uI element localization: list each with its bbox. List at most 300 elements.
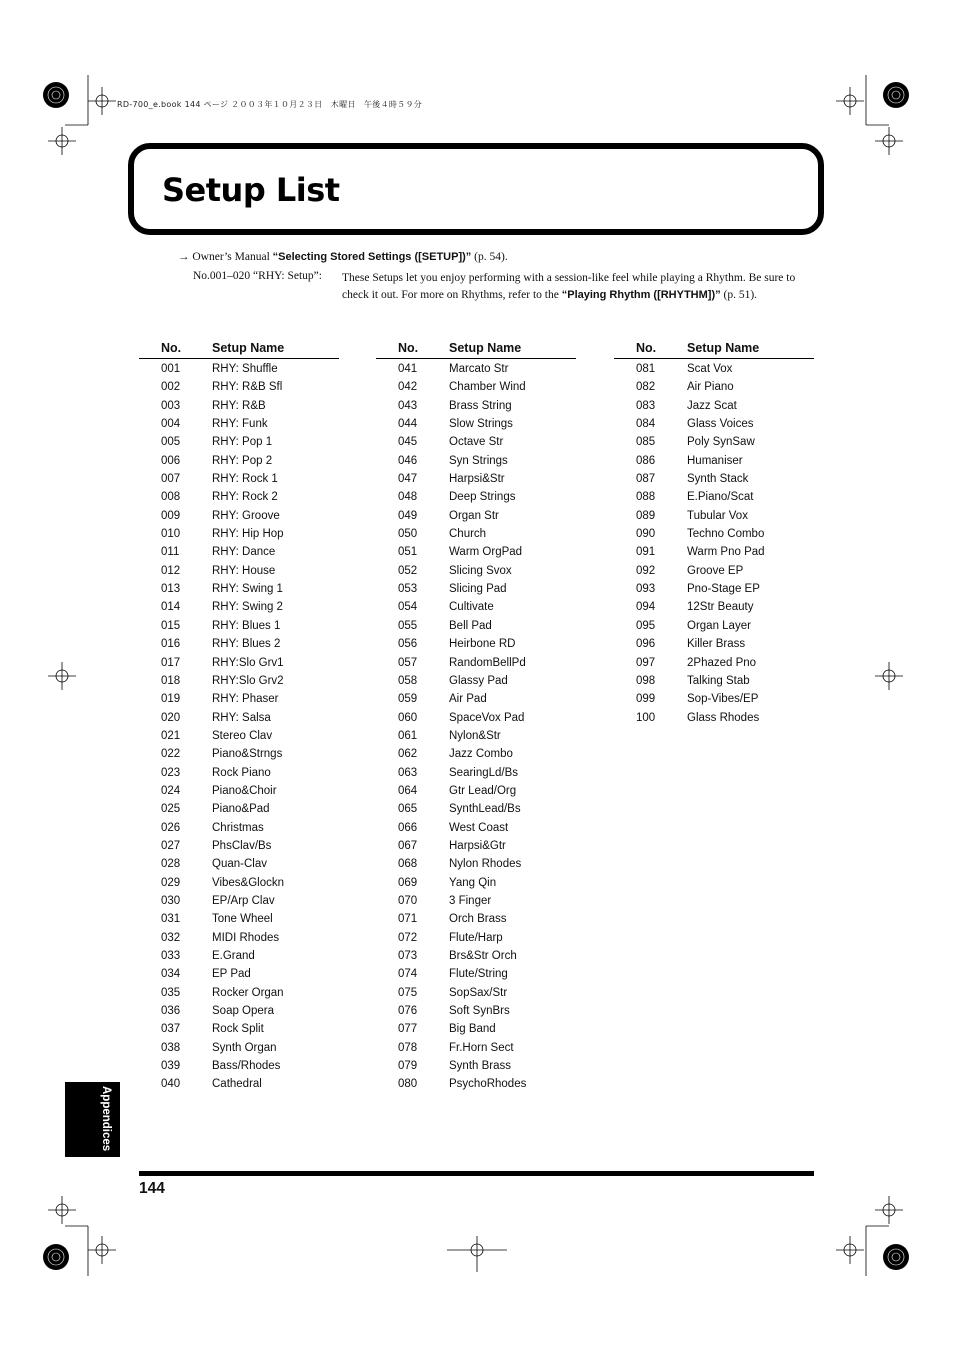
setup-number: 072: [398, 931, 418, 944]
description-link: “Playing Rhythm ([RHYTHM])”: [561, 288, 721, 301]
setup-number: 084: [636, 418, 656, 431]
setup-number: 003: [161, 399, 181, 412]
setup-name: RHY: Rock 1: [212, 473, 278, 486]
setup-row: [139, 691, 339, 709]
setup-number: 069: [398, 876, 418, 889]
setup-name: Rocker Organ: [212, 986, 284, 999]
setup-number: 100: [636, 711, 656, 724]
setup-name: Organ Str: [449, 509, 499, 522]
setup-row: [139, 801, 339, 819]
setup-number: 089: [636, 509, 656, 522]
header-setup-name: Setup Name: [212, 341, 285, 355]
setup-number: 052: [398, 564, 418, 577]
setup-row: [139, 820, 339, 838]
setup-name: Vibes&Glockn: [212, 876, 285, 889]
setup-row: [376, 361, 576, 379]
setup-name: RHY: House: [212, 564, 276, 577]
setup-row: [376, 471, 576, 489]
setup-number: 020: [161, 711, 181, 724]
setup-number: 004: [161, 418, 181, 431]
setup-name: EP Pad: [212, 968, 251, 981]
setup-number: 043: [398, 399, 418, 412]
setup-row: [614, 453, 814, 471]
setup-name: Glassy Pad: [449, 674, 508, 687]
setup-row: [139, 526, 339, 544]
setup-name: Pno-Stage EP: [687, 583, 760, 596]
setup-number: 070: [398, 894, 418, 907]
setup-row: [614, 691, 814, 709]
setup-name: MIDI Rhodes: [212, 931, 280, 944]
setup-name: Humaniser: [687, 454, 743, 467]
setup-number: 085: [636, 436, 656, 449]
setup-name: Air Piano: [687, 381, 734, 394]
setup-row: [376, 911, 576, 929]
setup-number: 047: [398, 473, 418, 486]
setup-name: Warm Pno Pad: [687, 546, 765, 559]
setup-row: [376, 985, 576, 1003]
setup-name: RHY: Pop 2: [212, 454, 273, 467]
setup-number: 091: [636, 546, 656, 559]
reference-suffix: (p. 54).: [471, 251, 508, 263]
setup-number: 090: [636, 528, 656, 541]
setup-name: RHY: Shuffle: [212, 363, 278, 375]
reference-link: “Selecting Stored Settings ([SETUP])”: [272, 251, 472, 263]
setup-name: E.Piano/Scat: [687, 491, 754, 504]
setup-number: 099: [636, 693, 656, 706]
setup-name: RHY: Salsa: [212, 711, 271, 724]
setup-name: Organ Layer: [687, 619, 751, 632]
setup-number: 055: [398, 619, 418, 632]
setup-row: [376, 544, 576, 562]
setup-row: [139, 856, 339, 874]
setup-number: 093: [636, 583, 656, 596]
setup-row: [139, 398, 339, 416]
setup-row: [614, 710, 814, 728]
setup-name: Harpsi&Gtr: [449, 839, 506, 852]
setup-row: [139, 453, 339, 471]
setup-name: Talking Stab: [687, 674, 750, 687]
setup-row: [139, 673, 339, 691]
setup-number: 034: [161, 968, 181, 981]
setup-name: Rock Piano: [212, 766, 271, 779]
setup-number: 019: [161, 693, 181, 706]
setup-row: [376, 801, 576, 819]
setup-name: RHY: R&B: [212, 399, 266, 412]
setup-number: 071: [398, 913, 418, 926]
setup-name: Techno Combo: [687, 528, 765, 541]
setup-row: [139, 746, 339, 764]
setup-number: 065: [398, 803, 418, 816]
setup-name: RHY: Dance: [212, 546, 276, 559]
setup-number: 014: [161, 601, 181, 614]
setup-number: 028: [161, 858, 181, 871]
setup-number: 040: [161, 1078, 181, 1091]
setup-name: Quan-Clav: [212, 858, 267, 871]
setup-row: [614, 599, 814, 617]
setup-row: [376, 434, 576, 452]
setup-number: 066: [398, 821, 418, 834]
setup-row: [614, 618, 814, 636]
setup-number: 098: [636, 674, 656, 687]
setup-number: 057: [398, 656, 418, 669]
setup-row: [376, 618, 576, 636]
setup-name: Groove EP: [687, 564, 744, 577]
setup-row: [614, 379, 814, 397]
setup-name: Killer Brass: [687, 638, 746, 651]
setup-name: Slicing Pad: [449, 583, 507, 596]
setup-number: 005: [161, 436, 181, 449]
header-no: No.: [398, 341, 419, 355]
setup-number: 018: [161, 674, 181, 687]
side-tab-label: Appendices: [100, 1086, 112, 1152]
setup-row: [139, 379, 339, 397]
setup-row: [376, 655, 576, 673]
header-setup-name: Setup Name: [449, 341, 522, 355]
setup-number: 063: [398, 766, 418, 779]
column-rows: [614, 361, 814, 728]
setup-row: [139, 361, 339, 379]
setup-number: 030: [161, 894, 181, 907]
setup-name: RHY: Groove: [212, 509, 280, 522]
setup-number: 088: [636, 491, 656, 504]
appendices-tab: [65, 1082, 120, 1157]
setup-row: [376, 746, 576, 764]
setup-name: Harpsi&Str: [449, 473, 505, 486]
setup-row: [139, 911, 339, 929]
setup-number: 024: [161, 784, 181, 797]
setup-row: [139, 434, 339, 452]
setup-name: 3 Finger: [449, 894, 492, 907]
setup-name: Big Band: [449, 1023, 496, 1036]
setup-row: [139, 1076, 339, 1094]
setup-number: 077: [398, 1023, 418, 1036]
setup-row: [376, 856, 576, 874]
setup-row: [376, 691, 576, 709]
setup-row: [614, 471, 814, 489]
setup-name: Nylon&Str: [449, 729, 501, 742]
setup-row: [139, 1003, 339, 1021]
setup-number: 086: [636, 454, 656, 467]
setup-number: 015: [161, 619, 181, 632]
setup-number: 083: [636, 399, 656, 412]
setup-name: PhsClav/Bs: [212, 839, 272, 852]
setup-row: [376, 838, 576, 856]
setup-number: 041: [398, 363, 418, 375]
setup-row: [614, 434, 814, 452]
setup-number: 074: [398, 968, 418, 981]
setup-row: [139, 893, 339, 911]
setup-name: Stereo Clav: [212, 729, 273, 742]
setup-name: EP/Arp Clav: [212, 894, 275, 907]
setup-number: 081: [636, 363, 656, 375]
setup-number: 049: [398, 509, 418, 522]
column-header: [376, 340, 576, 359]
setup-number: 038: [161, 1041, 181, 1054]
setup-number: 054: [398, 601, 418, 614]
setup-row: [376, 765, 576, 783]
arrow-icon: →: [178, 251, 190, 263]
setup-number: 032: [161, 931, 181, 944]
setup-row: [614, 416, 814, 434]
setup-name: Octave Str: [449, 436, 504, 449]
setup-column-3: [614, 340, 814, 728]
setup-name: RHY: Swing 1: [212, 583, 283, 596]
setup-name: SearingLd/Bs: [449, 766, 519, 779]
setup-number: 033: [161, 950, 181, 962]
setup-row: [376, 1076, 576, 1094]
setup-name: Orch Brass: [449, 913, 507, 926]
page-title: Setup List: [162, 171, 340, 209]
setup-number: 053: [398, 583, 418, 596]
setup-row: [614, 361, 814, 379]
setup-name: West Coast: [449, 821, 509, 834]
setup-row: [376, 710, 576, 728]
setup-name: Warm OrgPad: [449, 546, 523, 559]
setup-number: 008: [161, 491, 181, 504]
setup-row: [139, 563, 339, 581]
setup-number: 044: [398, 418, 418, 431]
setup-column-1: [139, 340, 339, 1095]
setup-name: PsychoRhodes: [449, 1078, 527, 1091]
setup-number: 036: [161, 1005, 181, 1018]
setup-number: 080: [398, 1078, 418, 1091]
setup-number: 042: [398, 381, 418, 394]
setup-row: [614, 655, 814, 673]
setup-name: RHY:Slo Grv2: [212, 674, 284, 687]
setup-number: 096: [636, 638, 656, 651]
setup-number: 079: [398, 1060, 418, 1073]
setup-number: 025: [161, 803, 181, 816]
setup-number: 058: [398, 674, 418, 687]
setup-name: Jazz Scat: [687, 399, 737, 412]
reference-prefix: Owner’s Manual: [192, 251, 273, 263]
setup-number: 068: [398, 858, 418, 871]
setup-number: 007: [161, 473, 181, 486]
setup-number: 056: [398, 638, 418, 651]
setup-name: Piano&Choir: [212, 784, 277, 797]
setup-row: [614, 673, 814, 691]
setup-row: [139, 618, 339, 636]
setup-row: [139, 948, 339, 966]
setup-name: Brass String: [449, 399, 512, 412]
setup-name: Cultivate: [449, 601, 494, 614]
setup-name: Cathedral: [212, 1078, 262, 1091]
setup-row: [614, 563, 814, 581]
setup-number: 001: [161, 363, 181, 375]
setup-row: [376, 398, 576, 416]
setup-name: RandomBellPd: [449, 656, 526, 669]
setup-name: Nylon Rhodes: [449, 858, 522, 871]
setup-number: 046: [398, 454, 418, 467]
setup-name: Christmas: [212, 821, 264, 834]
description-body: These Setups let you enjoy performing with a session-like feel while playing a Rhythm. Be sure to check it out. For more on Rhythms, refer to the: [342, 272, 796, 301]
setup-number: 050: [398, 528, 418, 541]
setup-number: 060: [398, 711, 418, 724]
setup-row: [376, 599, 576, 617]
setup-column-2: [376, 340, 576, 1095]
setup-row: [376, 526, 576, 544]
setup-name: Air Pad: [449, 693, 487, 706]
setup-name: Soap Opera: [212, 1005, 275, 1018]
setup-name: Piano&Strngs: [212, 748, 283, 761]
setup-name: SopSax/Str: [449, 986, 508, 999]
setup-row: [139, 544, 339, 562]
setup-number: 082: [636, 381, 656, 394]
setup-row: [376, 1040, 576, 1058]
setup-number: 051: [398, 546, 418, 559]
setup-name: Deep Strings: [449, 491, 516, 504]
setup-row: [139, 728, 339, 746]
setup-number: 006: [161, 454, 181, 467]
setup-number: 017: [161, 656, 181, 669]
setup-name: Synth Organ: [212, 1041, 277, 1054]
setup-row: [376, 673, 576, 691]
setup-row: [139, 416, 339, 434]
column-rows: [139, 361, 339, 1095]
setup-name: RHY: Pop 1: [212, 436, 273, 449]
setup-name: Glass Rhodes: [687, 711, 760, 724]
setup-name: Flute/String: [449, 968, 508, 981]
setup-row: [376, 783, 576, 801]
column-header: [614, 340, 814, 359]
print-header: RD-700_e.book 144 ページ ２００３年１０月２３日 木曜日 午後４時５９分: [117, 100, 423, 109]
setup-number: 031: [161, 913, 181, 926]
setup-name: Bass/Rhodes: [212, 1060, 281, 1073]
setup-name: Poly SynSaw: [687, 436, 755, 449]
setup-name: Fr.Horn Sect: [449, 1041, 514, 1054]
setup-name: Rock Split: [212, 1023, 264, 1036]
setup-row: [376, 966, 576, 984]
setup-number: 078: [398, 1041, 418, 1054]
setup-row: [376, 508, 576, 526]
setup-number: 013: [161, 583, 181, 596]
page-number: 144: [139, 1180, 165, 1197]
setup-row: [139, 1040, 339, 1058]
setup-name: Glass Voices: [687, 418, 754, 431]
setup-number: 048: [398, 491, 418, 504]
setup-number: 062: [398, 748, 418, 761]
setup-row: [139, 471, 339, 489]
setup-name: Flute/Harp: [449, 931, 503, 944]
setup-number: 035: [161, 986, 181, 999]
setup-row: [376, 728, 576, 746]
setup-row: [139, 1021, 339, 1039]
setup-row: [376, 563, 576, 581]
setup-row: [376, 636, 576, 654]
setup-row: [139, 765, 339, 783]
setup-name: SpaceVox Pad: [449, 711, 525, 724]
setup-name: RHY: Swing 2: [212, 601, 283, 614]
setup-name: Scat Vox: [687, 363, 733, 375]
setup-name: RHY: Funk: [212, 418, 268, 431]
setup-name: RHY: Blues 1: [212, 619, 281, 632]
setup-row: [376, 820, 576, 838]
setup-number: 037: [161, 1023, 181, 1036]
footer-rule: [139, 1171, 814, 1176]
setup-number: 011: [161, 546, 180, 559]
setup-row: [139, 838, 339, 856]
setup-name: Synth Stack: [687, 473, 749, 486]
column-rows: [376, 361, 576, 1095]
setup-row: [376, 875, 576, 893]
setup-number: 097: [636, 656, 656, 669]
setup-row: [614, 526, 814, 544]
setup-number: 075: [398, 986, 418, 999]
setup-number: 059: [398, 693, 418, 706]
setup-row: [139, 966, 339, 984]
header-no: No.: [636, 341, 657, 355]
header-setup-name: Setup Name: [687, 341, 760, 355]
setup-row: [614, 581, 814, 599]
setup-name: Synth Brass: [449, 1060, 511, 1073]
setup-row: [376, 416, 576, 434]
setup-row: [376, 489, 576, 507]
setup-row: [376, 948, 576, 966]
setup-number: 067: [398, 839, 418, 852]
setup-number: 076: [398, 1005, 418, 1018]
setup-number: 012: [161, 564, 181, 577]
setup-number: 045: [398, 436, 418, 449]
setup-name: RHY: Phaser: [212, 693, 279, 706]
setup-row: [139, 783, 339, 801]
setup-name: Brs&Str Orch: [449, 950, 517, 962]
setup-name: 2Phazed Pno: [687, 656, 757, 669]
setup-name: RHY:Slo Grv1: [212, 656, 284, 669]
setup-row: [139, 1058, 339, 1076]
setup-name: 12Str Beauty: [687, 601, 754, 614]
setup-name: RHY: Rock 2: [212, 491, 278, 504]
setup-row: [139, 985, 339, 1003]
setup-row: [376, 1021, 576, 1039]
setup-number: 073: [398, 950, 418, 962]
setup-name: RHY: Blues 2: [212, 638, 281, 651]
setup-number: 094: [636, 601, 656, 614]
setup-row: [139, 710, 339, 728]
setup-row: [376, 379, 576, 397]
setup-name: Heirbone RD: [449, 638, 516, 651]
setup-name: Syn Strings: [449, 454, 508, 467]
setup-row: [376, 453, 576, 471]
setup-number: 010: [161, 528, 181, 541]
setup-number: 092: [636, 564, 656, 577]
setup-name: RHY: Hip Hop: [212, 528, 284, 541]
description-suffix: (p. 51).: [720, 288, 758, 301]
setup-row: [139, 489, 339, 507]
setup-number: 016: [161, 638, 181, 651]
setup-name: Sop-Vibes/EP: [687, 693, 759, 706]
setup-name: Marcato Str: [449, 363, 509, 375]
setup-name: Slicing Svox: [449, 564, 512, 577]
setup-name: Tone Wheel: [212, 913, 273, 926]
setup-number: 009: [161, 509, 181, 522]
setup-number: 002: [161, 381, 181, 394]
setup-number: 027: [161, 839, 181, 852]
setup-row: [614, 636, 814, 654]
column-header: [139, 340, 339, 359]
setup-row: [376, 930, 576, 948]
setup-number: 029: [161, 876, 181, 889]
setup-row: [376, 581, 576, 599]
setup-name: Church: [449, 528, 487, 541]
setup-row: [139, 508, 339, 526]
setup-name: E.Grand: [212, 950, 255, 962]
setup-name: SynthLead/Bs: [449, 803, 521, 816]
setup-name: Tubular Vox: [687, 509, 748, 522]
setup-name: Yang Qin: [449, 876, 497, 889]
title-box: [128, 143, 824, 235]
setup-number: 023: [161, 766, 181, 779]
header-no: No.: [161, 341, 182, 355]
